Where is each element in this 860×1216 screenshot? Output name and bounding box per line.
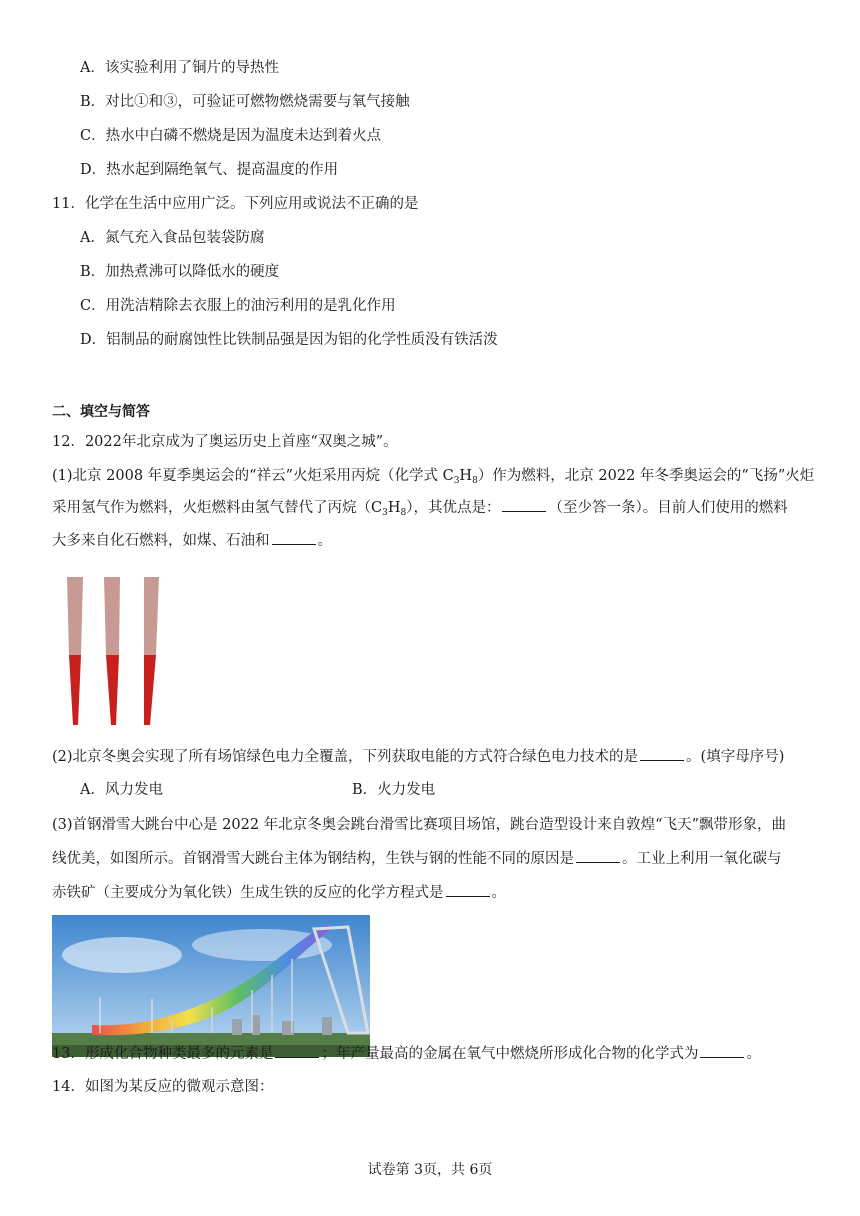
answer-blank[interactable] bbox=[502, 497, 546, 512]
q10-option-a: A．该实验利用了铜片的导热性 bbox=[80, 60, 279, 76]
q10-option-c: C．热水中白磷不燃烧是因为温度未达到着火点 bbox=[80, 128, 382, 144]
answer-blank[interactable] bbox=[576, 848, 620, 863]
section-title: 二、填空与简答 bbox=[52, 404, 150, 420]
q11-option-d: D．铝制品的耐腐蚀性比铁制品强是因为铝的化学性质没有铁活泼 bbox=[80, 332, 498, 348]
answer-blank[interactable] bbox=[700, 1043, 744, 1058]
q10-option-d: D．热水起到隔绝氧气、提高温度的作用 bbox=[80, 162, 339, 178]
q12-part3-line3: 赤铁矿（主要成分为氧化铁）生成生铁的反应的化学方程式是 。 bbox=[52, 882, 506, 904]
q13: 13．形成化合物种类最多的元素是 ；年产量最高的金属在氧气中燃烧所形成化合物的化学式为 。 bbox=[52, 1043, 761, 1065]
q12-part1-line3: 大多来自化石燃料，如煤、石油和 。 bbox=[52, 530, 332, 552]
q12-stem: 12．2022年北京成为了奥运历史上首座“双奥之城”。 bbox=[52, 434, 398, 450]
q11-option-b: B．加热煮沸可以降低水的硬度 bbox=[80, 264, 280, 280]
q10-option-b: B．对比①和③，可验证可燃物燃烧需要与氧气接触 bbox=[80, 94, 410, 110]
q12-part2-option-b: B．火力发电 bbox=[352, 782, 436, 798]
answer-blank[interactable] bbox=[272, 530, 316, 545]
torch-image-1 bbox=[66, 575, 84, 727]
q12-part1-line2: 采用氢气作为燃料，火炬燃料由氢气替代了丙烷$(C_3H_8)$，其优点是： （至少答一条）。目前人们使用的燃料 bbox=[52, 497, 788, 524]
q12-part3-line2: 线优美，如图所示。首钢滑雪大跳台主体为钢结构，生铁与钢的性能不同的原因是 。工业上利用一氧化碳与 bbox=[52, 848, 782, 870]
q11-option-a: A．氮气充入食品包装袋防腐 bbox=[80, 230, 265, 246]
q12-part3-line1: (3)首钢滑雪大跳台中心是 2022 年北京冬奥会跳台滑雪比赛项目场馆，跳台造型设计来自敦煌“飞天”飘带形象，曲 bbox=[52, 817, 786, 833]
page-footer: 试卷第 3页，共 6页 bbox=[367, 1162, 493, 1178]
answer-blank[interactable] bbox=[275, 1043, 319, 1058]
answer-blank[interactable] bbox=[446, 882, 490, 897]
answer-blank[interactable] bbox=[640, 746, 684, 761]
torch-image-2 bbox=[103, 575, 121, 727]
q11-option-c: C．用洗洁精除去衣服上的油污利用的是乳化作用 bbox=[80, 298, 396, 314]
q14-stem: 14．如图为某反应的微观示意图： bbox=[52, 1079, 274, 1095]
ski-jump-photo bbox=[52, 915, 370, 1057]
torch-image-3 bbox=[138, 575, 160, 727]
q12-part2-stem: (2)北京冬奥会实现了所有场馆绿色电力全覆盖，下列获取电能的方式符合绿色电力技术的是 。(填字母序号) bbox=[52, 746, 784, 768]
q12-part1-line1: (1)北京 2008 年夏季奥运会的“祥云”火炬采用丙烷（化学式 $C_3H_8$）作为燃料，北京 2022 年冬季奥运会的“飞扬”火炬 bbox=[52, 468, 815, 486]
q11-stem: 11．化学在生活中应用广泛。下列应用或说法不正确的是 bbox=[52, 196, 419, 212]
q12-part2-option-a: A．风力发电 bbox=[80, 782, 163, 798]
